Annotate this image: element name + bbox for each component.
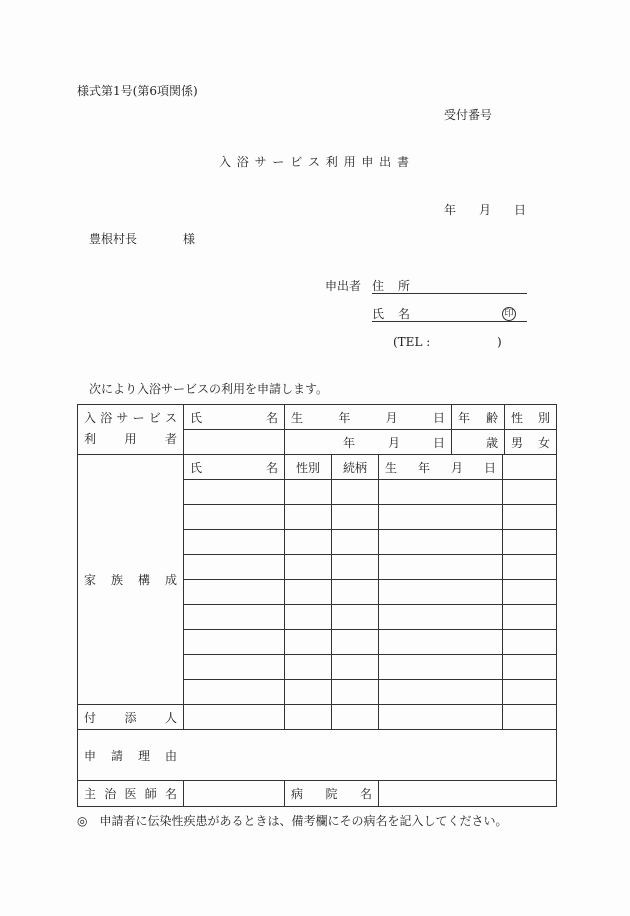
month-label: 月 <box>387 435 400 450</box>
user-sex-header <box>505 405 556 429</box>
label-char: 病 <box>291 787 304 801</box>
family-name-input[interactable] <box>184 480 284 504</box>
family-extra-input[interactable] <box>503 680 556 704</box>
family-relation-input[interactable] <box>332 580 378 604</box>
address-field[interactable] <box>372 280 527 294</box>
title-char: ス <box>307 155 320 169</box>
family-relation-header <box>332 455 378 479</box>
family-birth-input[interactable] <box>379 505 502 529</box>
user-name-header <box>184 405 284 429</box>
name-char: 氏 <box>372 307 385 321</box>
family-relation-input[interactable] <box>332 605 378 629</box>
seal-icon: 印 <box>502 307 516 321</box>
year-label: 年 <box>342 435 355 450</box>
family-sex-input[interactable] <box>285 680 331 704</box>
user-sex-select[interactable] <box>505 430 556 454</box>
label-char: 添 <box>124 710 137 725</box>
addressee: 豊根村長 <box>89 232 138 246</box>
label-char: 浴 <box>100 410 113 425</box>
table-border <box>556 404 557 807</box>
user-age-header <box>452 405 504 429</box>
family-extra-input[interactable] <box>503 580 556 604</box>
date-field[interactable] <box>444 204 526 216</box>
family-name-input[interactable] <box>184 630 284 654</box>
name-field[interactable] <box>372 308 527 322</box>
hospital-label <box>285 781 378 806</box>
day-label: 日 <box>513 203 526 217</box>
label-char: ー <box>132 410 145 425</box>
family-name-input[interactable] <box>184 580 284 604</box>
label-char: 人 <box>164 710 177 725</box>
family-relation-input[interactable] <box>332 680 378 704</box>
label-char: 付 <box>84 710 97 725</box>
attendant-sex-input[interactable] <box>285 705 331 729</box>
label-char: 名 <box>359 787 372 801</box>
header-char: 日 <box>432 410 445 425</box>
label-char: ス <box>164 410 177 425</box>
family-sex-input[interactable] <box>285 555 331 579</box>
label-char: 名 <box>164 787 177 801</box>
family-birth-input[interactable] <box>379 530 502 554</box>
user-birth-header <box>285 405 451 429</box>
hospital-input[interactable] <box>379 781 556 806</box>
header-char: 氏 <box>190 410 203 425</box>
header-char: 年 <box>458 410 471 425</box>
family-label <box>78 455 183 704</box>
form-number: 様式第1号(第6項関係) <box>77 84 198 98</box>
intro-text: 次により入浴サービスの利用を申請します。 <box>89 382 329 396</box>
reason-input[interactable] <box>184 730 556 780</box>
title-char: 出 <box>379 155 392 169</box>
tel-close: ) <box>497 335 502 349</box>
applicant-label: 申出者 <box>325 279 362 293</box>
label-char: ビ <box>148 410 161 425</box>
doctor-label <box>78 781 183 806</box>
title-char: 入 <box>219 155 232 169</box>
header-char: 名 <box>265 410 278 425</box>
family-birth-input[interactable] <box>379 480 502 504</box>
label-char: 由 <box>164 748 177 763</box>
family-extra-input[interactable] <box>503 605 556 629</box>
family-relation-input[interactable] <box>332 655 378 679</box>
label-char: 族 <box>110 573 123 587</box>
address-char: 所 <box>398 279 411 293</box>
family-birth-input[interactable] <box>379 630 502 654</box>
family-extra-input[interactable] <box>503 480 556 504</box>
family-sex-input[interactable] <box>285 630 331 654</box>
header-char: 生 <box>385 460 398 475</box>
title-char: サ <box>254 155 267 169</box>
label-char: 申 <box>84 748 97 763</box>
header-char: 氏 <box>190 460 203 475</box>
family-relation-input[interactable] <box>332 480 378 504</box>
age-unit: 歳 <box>485 435 498 450</box>
note-text: ◎ 申請者に伝染性疾患があるときは、備考欄にその病名を記入してください。 <box>77 814 508 828</box>
label-char: 成 <box>164 573 177 587</box>
attendant-extra-input[interactable] <box>503 705 556 729</box>
title-char: 用 <box>343 155 356 169</box>
title-char: 書 <box>396 155 409 169</box>
family-sex-input[interactable] <box>285 580 331 604</box>
reason-label <box>78 730 183 780</box>
label-char: 用 <box>124 431 137 446</box>
label-char: 医 <box>124 787 137 801</box>
doctor-input[interactable] <box>184 781 284 806</box>
header-char: 月 <box>450 460 463 475</box>
label-char: 師 <box>144 787 157 801</box>
family-extra-input[interactable] <box>503 505 556 529</box>
user-age-input[interactable] <box>452 430 504 454</box>
attendant-relation-input[interactable] <box>332 705 378 729</box>
user-label-line2 <box>78 428 183 448</box>
honorific: 様 <box>183 232 196 246</box>
attendant-birth-input[interactable] <box>379 705 502 729</box>
family-relation-input[interactable] <box>332 555 378 579</box>
year-label: 年 <box>444 203 457 217</box>
label-char: 治 <box>104 787 117 801</box>
family-birth-input[interactable] <box>379 555 502 579</box>
header-char: 性 <box>511 410 524 425</box>
family-sex-input[interactable] <box>285 655 331 679</box>
family-name-input[interactable] <box>184 605 284 629</box>
header-char: 日 <box>483 460 496 475</box>
title-char: 利 <box>325 155 338 169</box>
user-birth-input[interactable] <box>285 430 451 454</box>
label-char: 理 <box>137 748 150 763</box>
family-relation-input[interactable] <box>332 630 378 654</box>
header-char: 生 <box>291 410 304 425</box>
family-name-input[interactable] <box>184 655 284 679</box>
tel-open: (TEL : <box>393 335 431 349</box>
family-extra-input[interactable] <box>503 630 556 654</box>
family-extra-input[interactable] <box>503 530 556 554</box>
family-name-input[interactable] <box>184 505 284 529</box>
family-sex-input[interactable] <box>285 605 331 629</box>
header-char: 別 <box>537 410 550 425</box>
family-extra-input[interactable] <box>503 555 556 579</box>
user-label-line1 <box>78 407 183 427</box>
label-char: 院 <box>325 787 338 801</box>
family-relation-input[interactable] <box>332 530 378 554</box>
family-birth-input[interactable] <box>379 655 502 679</box>
table-border <box>77 806 557 807</box>
label-char: 構 <box>137 573 150 587</box>
family-relation-input[interactable] <box>332 505 378 529</box>
family-sex-input[interactable] <box>285 530 331 554</box>
family-birth-input[interactable] <box>379 605 502 629</box>
tel-field[interactable] <box>432 334 494 348</box>
sex-option-female[interactable]: 女 <box>537 435 550 450</box>
header-char: 年 <box>417 460 430 475</box>
family-name-input[interactable] <box>184 530 284 554</box>
family-extra-input[interactable] <box>503 655 556 679</box>
family-name-input[interactable] <box>184 555 284 579</box>
receipt-number-label: 受付番号 <box>444 108 493 122</box>
label-char: 主 <box>84 787 97 801</box>
title-char: 申 <box>361 155 374 169</box>
family-sex-header <box>285 455 331 479</box>
family-extra-header <box>503 455 556 479</box>
family-birth-input[interactable] <box>379 680 502 704</box>
month-label: 月 <box>478 203 491 217</box>
header-char: 齢 <box>485 410 498 425</box>
address-char: 住 <box>372 279 385 293</box>
title-char: 浴 <box>236 155 249 169</box>
header-text: 続柄 <box>342 460 367 475</box>
sex-option-male[interactable]: 男 <box>511 435 524 450</box>
family-sex-input[interactable] <box>285 480 331 504</box>
family-birth-header <box>379 455 502 479</box>
label-char: 請 <box>110 748 123 763</box>
family-sex-input[interactable] <box>285 505 331 529</box>
header-char: 月 <box>385 410 398 425</box>
attendant-label <box>78 705 183 729</box>
label-char: 家 <box>84 573 97 587</box>
user-name-input[interactable] <box>184 430 284 454</box>
title-char: ー <box>272 155 285 169</box>
title-char: ビ <box>290 155 303 169</box>
header-text: 性別 <box>295 460 320 475</box>
form-title <box>219 156 409 168</box>
attendant-name-input[interactable] <box>184 705 284 729</box>
day-label: 日 <box>432 435 445 450</box>
label-char: 入 <box>84 410 97 425</box>
family-name-input[interactable] <box>184 680 284 704</box>
header-char: 名 <box>265 460 278 475</box>
name-char: 名 <box>398 307 411 321</box>
family-birth-input[interactable] <box>379 580 502 604</box>
label-char: 者 <box>164 431 177 446</box>
header-char: 年 <box>338 410 351 425</box>
label-char: 利 <box>84 431 97 446</box>
label-char: サ <box>116 410 129 425</box>
family-name-header <box>184 455 284 479</box>
